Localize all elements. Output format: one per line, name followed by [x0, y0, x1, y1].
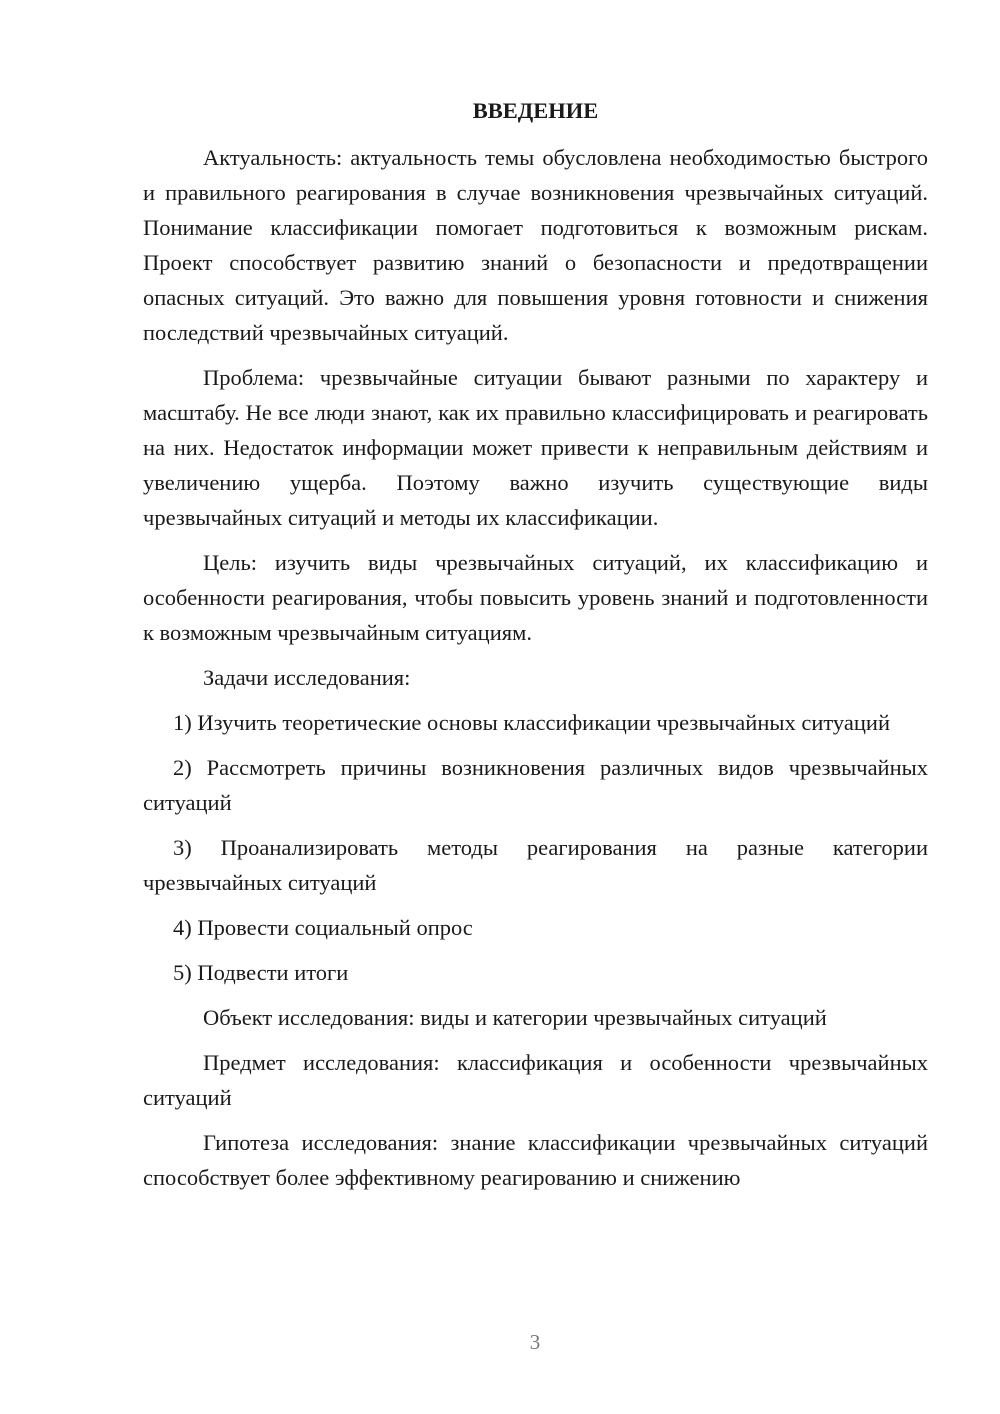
paragraph-problem: Проблема: чрезвычайные ситуации бывают разными по характеру и масштабу. Не все люди знают, как их правильно классифицировать и реагировать на них. Недостаток информации может привести к неправильным действиям и увеличению ущерба. Поэтому важно изучить существующие виды чрезвычайных ситуаций и методы их классификации.	[143, 365, 928, 530]
task-item-3: 3) Проанализировать методы реагирования на разные категории чрезвычайных ситуаций	[143, 835, 928, 895]
paragraph-subject: Предмет исследования: классификация и особенности чрезвычайных ситуаций	[143, 1050, 928, 1110]
paragraph-hypothesis: Гипотеза исследования: знание классификации чрезвычайных ситуаций способствует более эффективному реагированию и снижению	[143, 1130, 928, 1190]
paragraph-relevance: Актуальность: актуальность темы обусловлена необходимостью быстрого и правильного реагирования в случае возникновения чрезвычайных ситуаций. Понимание классификации помогает подготовиться к возможным рискам. Проект способствует развитию знаний о безопасности и предотвращении опасных ситуаций. Это важно для повышения уровня готовности и снижения последствий чрезвычайных ситуаций.	[143, 145, 928, 345]
task-item-4: 4) Провести социальный опрос	[173, 915, 473, 940]
document-page	[143, 92, 928, 1205]
task-item-1: 1) Изучить теоретические основы классификации чрезвычайных ситуаций	[173, 710, 890, 735]
task-item-5: 5) Подвести итоги	[173, 960, 349, 985]
paragraph-goal: Цель: изучить виды чрезвычайных ситуаций, их классификацию и особенности реагирования, чтобы повысить уровень знаний и подготовленности к возможным чрезвычайным ситуациям.	[143, 550, 928, 645]
task-item-2: 2) Рассмотреть причины возникновения различных видов чрезвычайных ситуаций	[143, 755, 928, 815]
section-title: ВВЕДЕНИЕ	[472, 98, 599, 123]
paragraph-tasks-heading: Задачи исследования:	[203, 665, 411, 690]
page-number: 3	[529, 1330, 541, 1354]
paragraph-object: Объект исследования: виды и категории чрезвычайных ситуаций	[203, 1005, 827, 1030]
